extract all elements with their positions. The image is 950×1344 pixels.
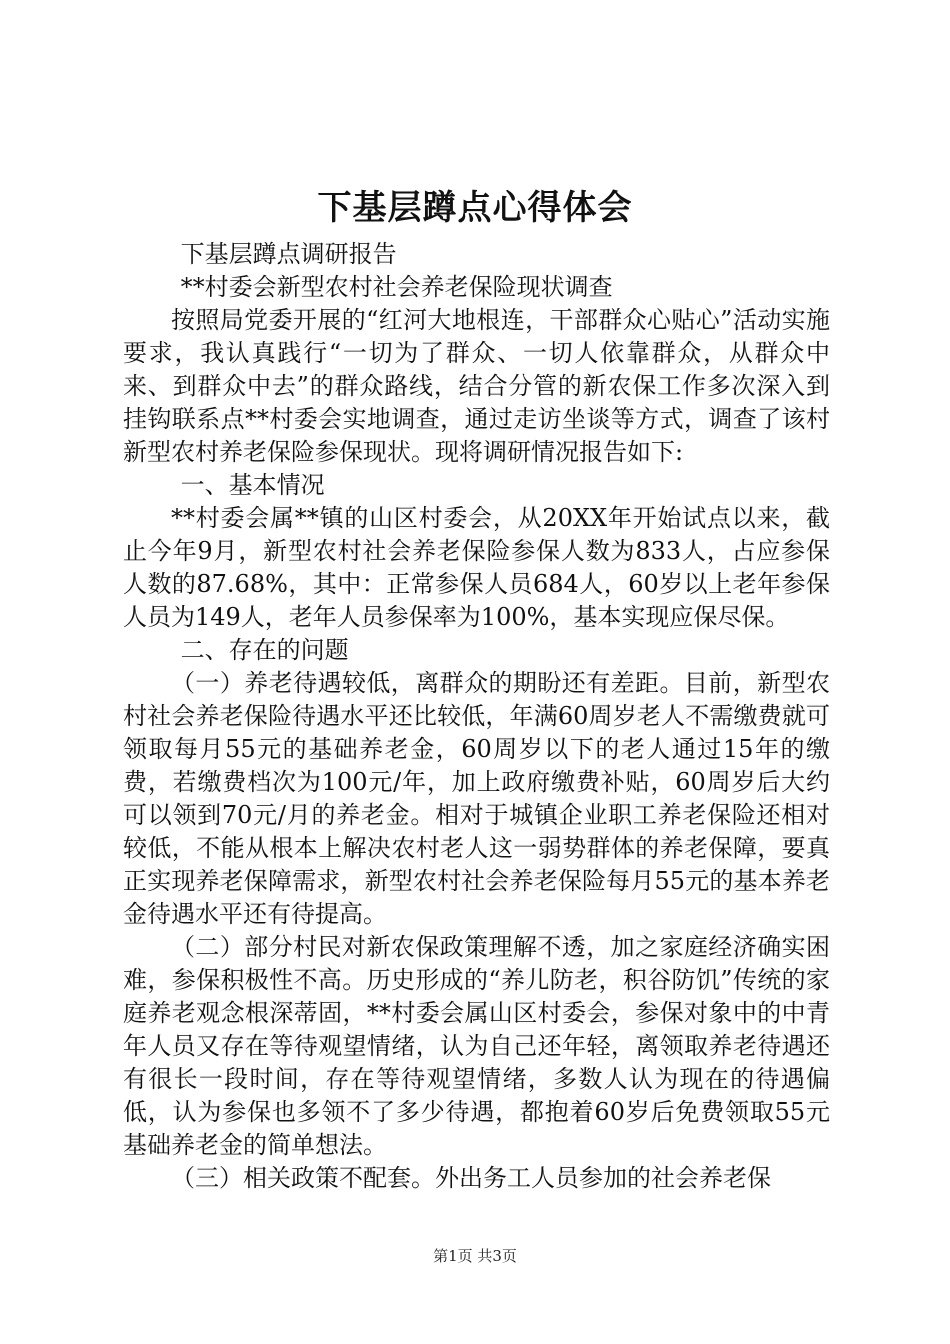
subtitle-report: 下基层蹲点调研报告 — [180, 240, 397, 268]
problem-paragraph-2: （二）部分村民对新农保政策理解不透，加之家庭经济确实困难，参保积极性不高。历史形成的“养儿防老，积谷防饥”传统的家庭养老观念根深蒂固，**村委会属山区村委会，参保对象中的中青年人员又存在等待观望情绪，认为自己还年轻，离领取养老待遇还有很长一段时间，存在等待观望情绪，多数人认为现在的待遇偏低，认为参保也多领不了多少待遇，都抱着60岁后免费领取55元基础养老金的简单想法。 — [123, 933, 830, 1159]
intro-paragraph: 按照局党委开展的“红河大地根连，干部群众心贴心”活动实施要求，我认真践行“一切为了群众、一切人依靠群众，从群众中来、到群众中去”的群众路线，结合分管的新农保工作多次深入到挂钩联系点**村委会实地调查，通过走访坐谈等方式，调查了该村新型农村养老保险参保现状。现将调研情况报告如下: — [123, 306, 830, 466]
problem-paragraph-3: （三）相关政策不配套。外出务工人员参加的社会养老保 — [171, 1164, 771, 1192]
subtitle-survey: **村委会新型农村社会养老保险现状调查 — [180, 273, 613, 301]
document-title: 下基层蹲点心得体会 — [317, 188, 633, 228]
section-heading-problems: 二、存在的问题 — [180, 636, 349, 664]
problem-paragraph-1: （一）养老待遇较低，离群众的期盼还有差距。目前，新型农村社会养老保险待遇水平还比较低，年满60周岁老人不需缴费就可领取每月55元的基础养老金，60周岁以下的老人通过15年的缴费，若缴费档次为100元/年，加上政府缴费补贴，60周岁后大约可以领到70元/月的养老金。相对于城镇企业职工养老保险还相对较低，不能从根本上解决农村老人这一弱势群体的养老保障，要真正实现养老保障需求，新型农村社会养老保险每月55元的基本养老金待遇水平还有待提高。 — [123, 669, 830, 928]
document-body — [123, 238, 830, 1195]
section-heading-basic: 一、基本情况 — [180, 471, 325, 499]
basic-situation-paragraph: **村委会属**镇的山区村委会，从20XX年开始试点以来，截止今年9月，新型农村社会养老保险参保人数为833人，占应参保人数的87.68%，其中：正常参保人员684人，60岁以上老年参保人员为149人，老年人员参保率为100%，基本实现应保尽保。 — [123, 504, 830, 631]
page-number-footer: 第1页 共3页 — [433, 1247, 517, 1265]
